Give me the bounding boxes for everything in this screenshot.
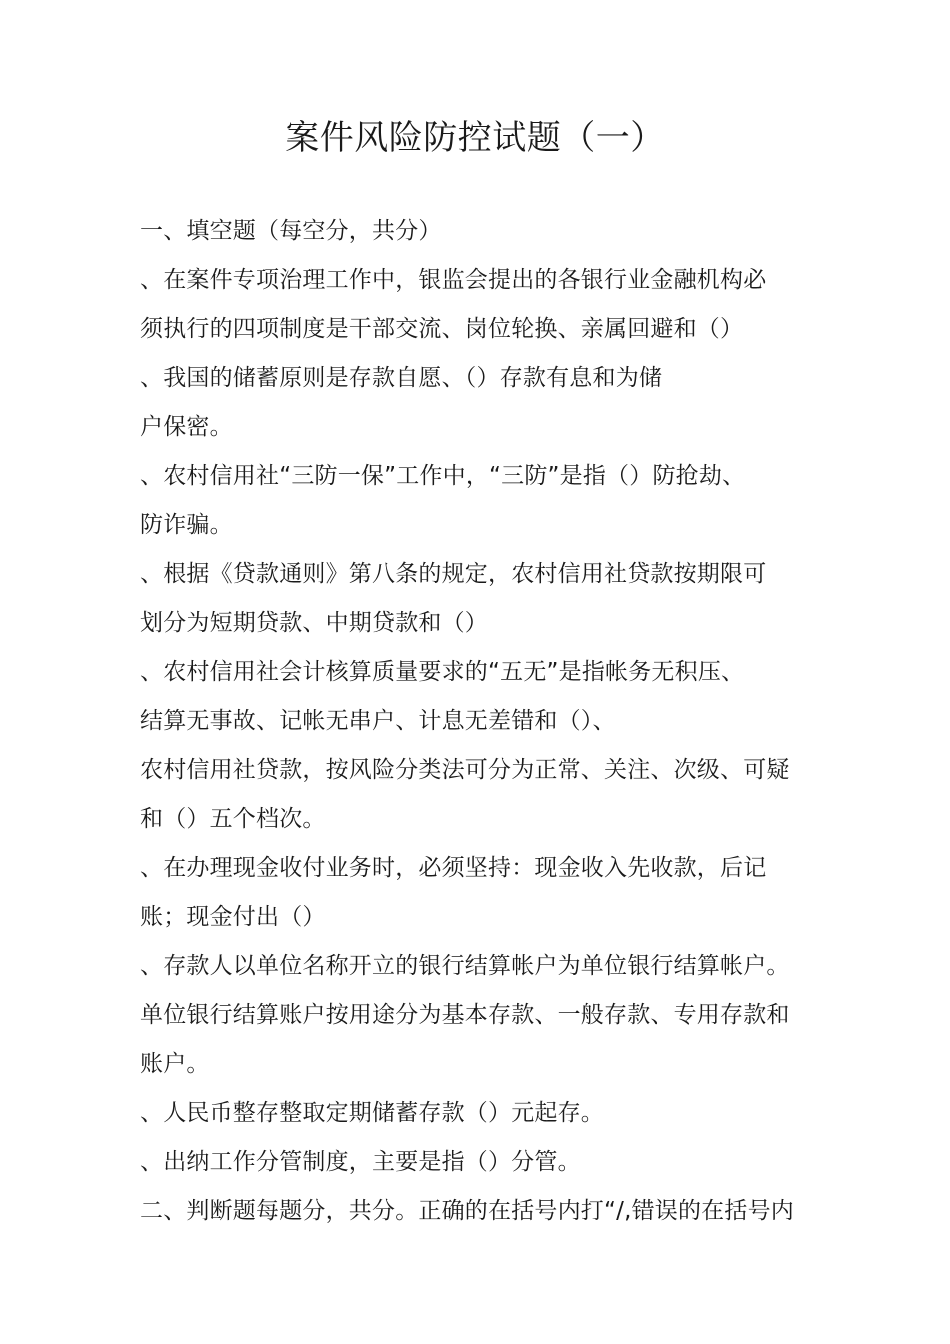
question-line: 、人民币整存整取定期储蓄存款（）元起存。 <box>140 1100 604 1126</box>
question-line: 、我国的储蓄原则是存款自愿、（）存款有息和为储 <box>140 365 663 391</box>
question-line: 划分为短期贷款、中期贷款和（） <box>140 610 488 636</box>
question-line: 农村信用社贷款，按风险分类法可分为正常、关注、次级、可疑 <box>140 757 790 783</box>
question-line: 、在办理现金收付业务时，必须坚持：现金收入先收款，后记 <box>140 855 767 881</box>
question-line: 、在案件专项治理工作中，银监会提出的各银行业金融机构必 <box>140 267 767 293</box>
question-line: 、农村信用社会计核算质量要求的“五无”是指帐务无积压、 <box>140 659 745 685</box>
question-line: 须执行的四项制度是干部交流、岗位轮换、亲属回避和（） <box>140 316 744 342</box>
question-line: 户保密。 <box>140 414 233 440</box>
question-line: 、出纳工作分管制度，主要是指（）分管。 <box>140 1149 581 1175</box>
question-line: 单位银行结算账户按用途分为基本存款、一般存款、专用存款和 <box>140 1002 790 1028</box>
question-line: 账户。 <box>140 1051 210 1077</box>
section-heading-fill-blank: 一、填空题（每空分，共分） <box>140 218 442 244</box>
document-title: 案件风险防控试题（一） <box>285 118 665 158</box>
question-line: 结算无事故、记帐无串户、计息无差错和（）、 <box>140 708 616 734</box>
question-line: 防诈骗。 <box>140 512 233 538</box>
question-line: 和（）五个档次。 <box>140 806 326 832</box>
question-line: 、农村信用社“三防一保”工作中，“三防”是指（）防抢劫、 <box>140 463 746 489</box>
section-heading-true-false: 二、判断题每题分，共分。正确的在括号内打“/,错误的在括号内 <box>140 1198 794 1224</box>
question-line: 、根据《贷款通则》第八条的规定，农村信用社贷款按期限可 <box>140 561 767 587</box>
question-line: 账；现金付出（） <box>140 904 326 930</box>
question-line: 、存款人以单位名称开立的银行结算帐户为单位银行结算帐户。 <box>140 953 790 979</box>
